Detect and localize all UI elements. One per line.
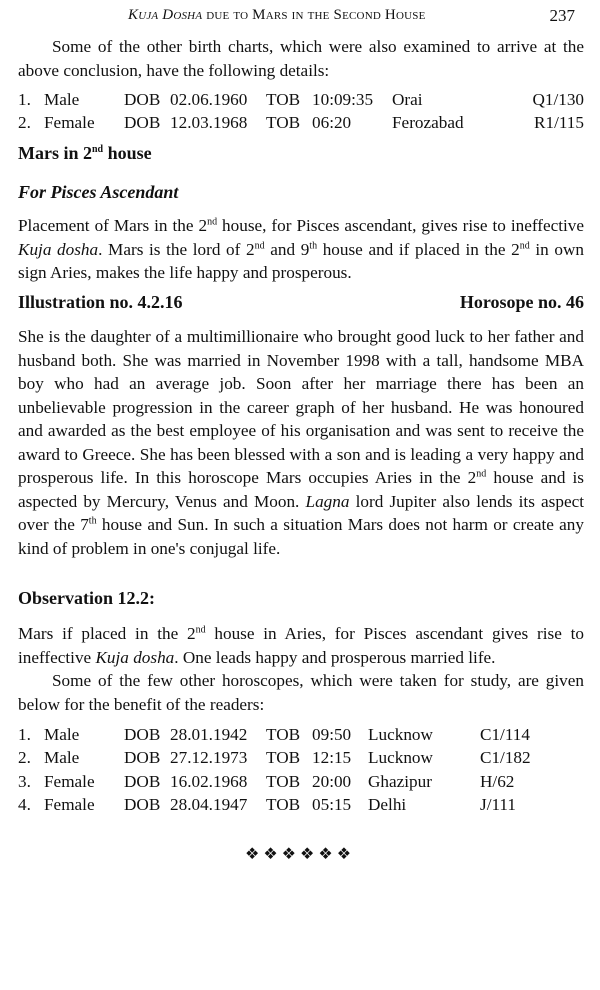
tob-label: TOB: [266, 771, 301, 791]
birth-place: Lucknow: [368, 724, 433, 744]
illustration-paragraph: [18, 325, 584, 560]
chart-reference: J/111: [480, 795, 516, 815]
table-row: [18, 770, 550, 794]
dob-value: 16.02.1968: [170, 771, 248, 791]
text-run: . One leads happy and prosperous married life.: [174, 647, 496, 667]
tob-label: TOB: [266, 795, 301, 815]
row-number: 4.: [18, 795, 31, 815]
table-row: [18, 794, 550, 818]
gender: Female: [44, 771, 95, 791]
chart-reference: C1/182: [480, 748, 531, 768]
tob-label: TOB: [266, 113, 301, 133]
gender: Female: [44, 113, 95, 133]
tob-label: TOB: [266, 89, 301, 109]
superscript: th: [309, 239, 318, 251]
section-subheading: For Pisces Ascendant: [18, 182, 179, 202]
chapter-title: [128, 7, 425, 24]
dob-value: 28.01.1942: [170, 724, 248, 744]
table-row: [18, 747, 550, 771]
heading-superscript: nd: [92, 144, 104, 155]
italic-term: Kuja dosha: [18, 239, 99, 259]
birth-place: Lucknow: [368, 748, 433, 768]
table-row: [18, 723, 550, 747]
readers-paragraph: Some of the few other horoscopes, which were taken for study, are given below for the benefit of the readers:: [18, 671, 584, 714]
dob-label: DOB: [124, 724, 161, 744]
dob-value: 27.12.1973: [170, 748, 248, 768]
chart-reference: C1/114: [480, 724, 530, 744]
row-number: 2.: [18, 748, 31, 768]
chapter-title-italic: Kuja Dosha: [128, 7, 203, 23]
text-run: house and Sun. In such a situation Mars does not harm or create any kind of problem in one's conjugal life.: [18, 515, 584, 558]
superscript: nd: [519, 239, 530, 251]
chart-reference: H/62: [480, 771, 515, 791]
text-run: . Mars is the lord of 2: [98, 239, 255, 259]
heading-text: Mars in 2: [18, 143, 92, 163]
tob-value: 12:15: [312, 748, 352, 768]
table-row: [18, 88, 584, 112]
text-run: house, for Pisces ascendant, gives rise to ineffective: [217, 216, 584, 235]
chart-reference: Q1/130: [532, 89, 584, 109]
section-paragraph: [18, 214, 584, 285]
italic-term: Kuja dosha: [95, 647, 175, 667]
superscript: nd: [195, 624, 206, 636]
gender: Male: [44, 748, 80, 768]
row-number: 1.: [18, 89, 31, 109]
observation-heading: Observation 12.2:: [18, 588, 155, 608]
text-run: Mars if placed in the 2: [18, 624, 196, 643]
text-run: house and is aspected by Mercury, Venus and Moon.: [18, 468, 584, 511]
illustration-header: [18, 292, 584, 313]
dob-label: DOB: [124, 89, 161, 109]
superscript: nd: [207, 216, 218, 228]
birth-place: Ghazipur: [368, 771, 432, 791]
text-run: lord Jupiter also lends its aspect over the 7: [18, 491, 584, 534]
birth-details-table-2: [18, 723, 550, 817]
superscript: th: [88, 515, 97, 527]
intro-paragraph: Some of the other birth charts, which were also examined to arrive at the above conclusion, have the following details:: [18, 37, 584, 80]
dob-value: 12.03.1968: [170, 113, 248, 133]
tob-label: TOB: [266, 748, 301, 768]
text-run: house and if placed in the 2: [317, 239, 520, 259]
row-number: 1.: [18, 724, 31, 744]
chapter-title-rest: due to Mars in the Second House: [202, 7, 426, 23]
birth-place: Ferozabad: [392, 113, 464, 133]
running-head: [0, 5, 600, 29]
heading-text-end: house: [103, 143, 152, 163]
dob-label: DOB: [124, 748, 161, 768]
birth-place: Orai: [392, 89, 423, 109]
text-run: She is the daughter of a multimillionaire who brought good luck to her father and husband both. She was married in November 1998 with a tall, handsome MBA boy who had an average job. Soon after her marriage there has been an unbelievable progression in the career graph of her husband. He was honoured and awarded as the best employee of his organisation and was sent to receive the award to Greece. She has been blessed with a son and is leading a very happy and prosperous life. In this horoscope Mars occupies Aries in the 2: [18, 327, 584, 487]
row-number: 3.: [18, 771, 31, 791]
birth-details-table-1: [18, 88, 584, 135]
table-row: [18, 112, 584, 136]
text-run: in own sign Aries, makes the life happy and prosperous.: [18, 239, 584, 282]
text-run: and 9: [264, 239, 310, 259]
tob-value: 10:09:35: [312, 89, 374, 109]
superscript: nd: [254, 239, 265, 251]
gender: Male: [44, 89, 80, 109]
dob-label: DOB: [124, 795, 161, 815]
superscript: nd: [476, 468, 487, 480]
observation-paragraph: [18, 622, 584, 669]
illustration-label: Illustration no. 4.2.16: [18, 292, 183, 312]
dob-value: 28.04.1947: [170, 795, 248, 815]
gender: Male: [44, 724, 80, 744]
page-number: 237: [549, 6, 575, 25]
tob-value: 05:15: [312, 795, 352, 815]
gender: Female: [44, 795, 95, 815]
chart-reference: R1/115: [534, 113, 584, 133]
dob-label: DOB: [124, 771, 161, 791]
tob-label: TOB: [266, 724, 301, 744]
tob-value: 09:50: [312, 724, 352, 744]
birth-place: Delhi: [368, 795, 407, 815]
section-heading: [18, 143, 152, 164]
text-run: house in Aries, for Pisces ascendant gives rise to ineffective: [18, 624, 584, 667]
row-number: 2.: [18, 113, 31, 133]
dob-label: DOB: [124, 113, 161, 133]
tob-value: 20:00: [312, 771, 352, 791]
dob-value: 02.06.1960: [170, 89, 248, 109]
ornament-divider-icon: ❖❖❖❖❖❖: [244, 844, 356, 863]
horoscope-number: Horosope no. 46: [459, 292, 584, 312]
italic-term: Lagna: [305, 491, 350, 511]
tob-value: 06:20: [312, 113, 352, 133]
text-run: Placement of Mars in the 2: [18, 216, 208, 235]
